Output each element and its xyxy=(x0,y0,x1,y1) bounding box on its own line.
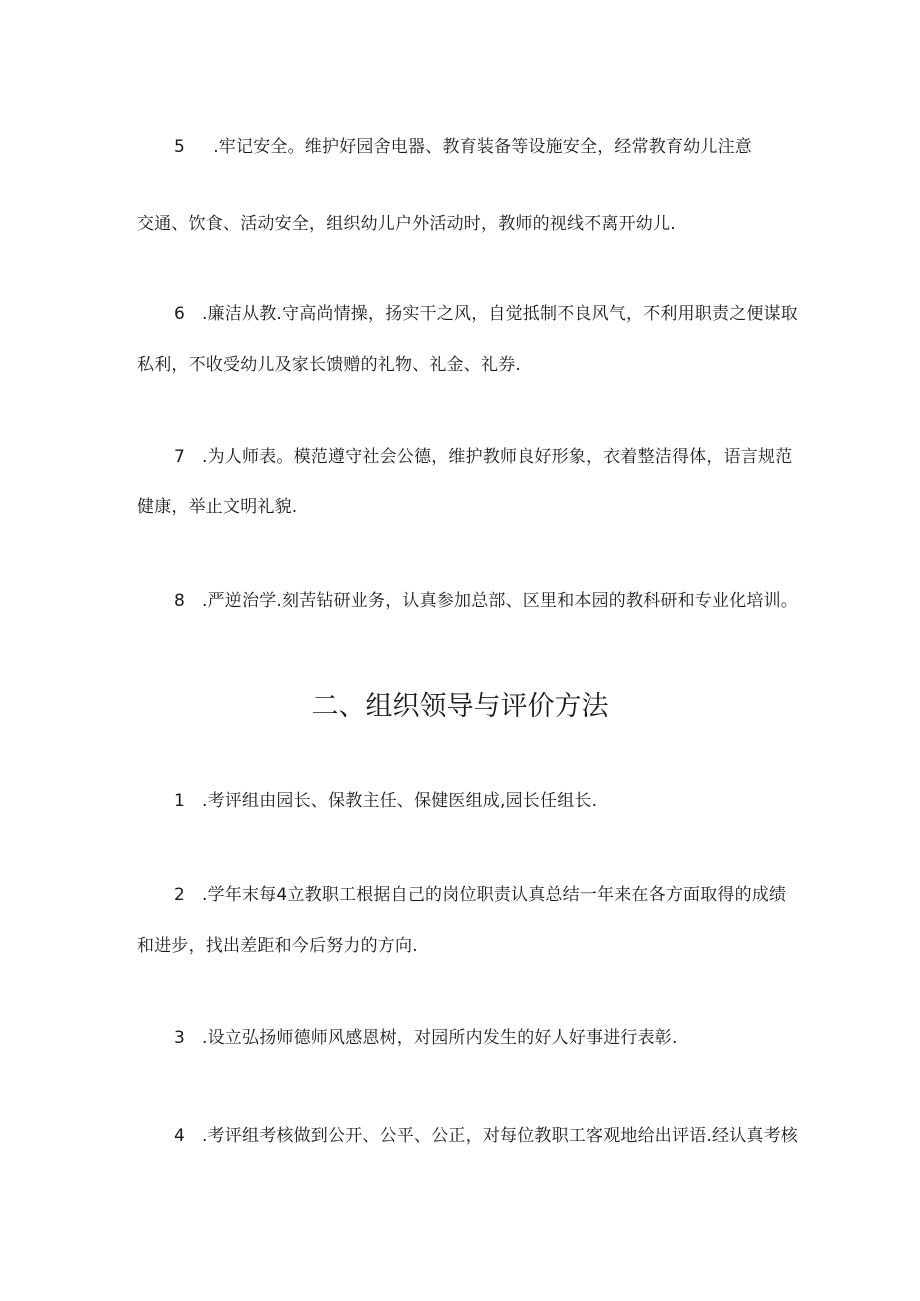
item-2-line-2: 和进步，找出差距和今后努力的方向. xyxy=(137,936,418,956)
item-text: .学年末每4立教职工根据自己的岗位职责认真总结一年来在各方面取得的成绩 xyxy=(202,885,787,905)
item-text: .廉洁从教.守高尚情操，扬实干之风，自觉抵制不良风气，不利用职责之便谋取 xyxy=(202,304,799,324)
item-6-line-1 xyxy=(174,302,798,326)
item-1-line-1 xyxy=(174,789,597,813)
item-number: 6 xyxy=(174,304,186,324)
item-text: .考评组考核做到公开、公平、公正，对每位教职工客观地给出评语.经认真考核 xyxy=(202,1126,799,1146)
item-number: 8 xyxy=(174,591,186,611)
item-7-line-2: 健康，举止文明礼貌. xyxy=(137,497,298,517)
item-number: 4 xyxy=(174,1126,186,1146)
item-text: .严逆治学.刻苦钻研业务，认真参加总部、区里和本园的教科研和专业化培训。 xyxy=(202,591,799,611)
item-text: .为人师表。模范遵守社会公德，维护教师良好形象，衣着整洁得体，语言规范 xyxy=(202,447,793,467)
item-text: .考评组由园长、保教主任、保健医组成,园长任组长. xyxy=(202,791,598,811)
item-5-line-2: 交通、饮食、活动安全，组织幼儿户外活动时，教师的视线不离开幼儿. xyxy=(137,214,676,234)
item-4-line-1 xyxy=(174,1124,798,1148)
item-number: 3 xyxy=(174,1028,186,1048)
item-number: 2 xyxy=(174,885,186,905)
item-8-line-1 xyxy=(174,589,798,613)
item-text: .牢记安全。维护好园舍电器、教育装备等设施安全，经常教育幼儿注意 xyxy=(202,137,753,157)
item-3-line-1 xyxy=(174,1026,678,1050)
item-5-line-1 xyxy=(174,135,752,159)
item-number: 7 xyxy=(174,447,186,467)
item-number: 5 xyxy=(174,137,186,157)
item-6-line-2: 私利，不收受幼儿及家长馈赠的礼物、礼金、礼券. xyxy=(137,355,522,375)
item-number: 1 xyxy=(174,791,186,811)
section-heading: 二、组织领导与评价方法 xyxy=(311,691,609,722)
item-7-line-1 xyxy=(174,445,792,469)
item-text: .设立弘扬师德师风感恩树，对园所内发生的好人好事进行表彰. xyxy=(202,1028,678,1048)
item-2-line-1 xyxy=(174,883,786,907)
